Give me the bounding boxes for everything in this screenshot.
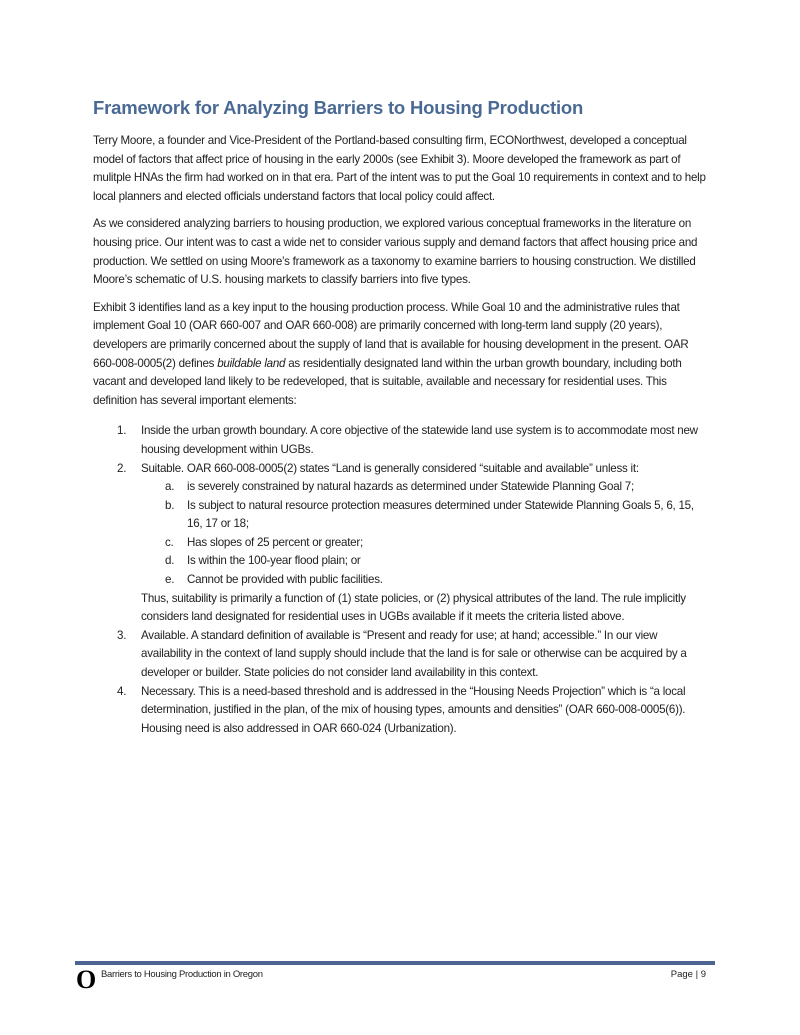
sub-list-item: [93, 552, 709, 571]
section-heading: Framework for Analyzing Barriers to Housing Production: [93, 97, 584, 118]
list-text: Suitable. OAR 660-008-0005(2) states “Land is generally considered “suitable and available” unless it:: [141, 461, 639, 475]
paragraph-text: as residentially designated land within the urban growth boundary, including both vacant and developed land likely to be redeveloped, that is suitable, available and necessary for residential uses. This definition has several important elements:: [93, 356, 682, 407]
list-number: 2.: [117, 461, 127, 475]
list-letter: b.: [165, 498, 175, 512]
list-number: 4.: [117, 684, 127, 698]
list-item: [93, 422, 709, 459]
list-text: Necessary. This is a need-based threshold and is addressed in the “Housing Needs Projection” which is “a local determination, justified in the plan, of the mix of housing types, amounts and densities” (OAR 660-008-0005(6)). Housing need is also addressed in OAR 660-024 (Urbanization).: [141, 684, 686, 735]
page-number: Page | 9: [670, 969, 706, 980]
list-letter: e.: [165, 573, 175, 587]
list-letter: d.: [165, 554, 175, 568]
list-text: Cannot be provided with public facilities.: [187, 573, 383, 587]
list-text: Is subject to natural resource protection measures determined under Statewide Planning Goals 5, 6, 15, 16, 17 or 18;: [187, 498, 694, 531]
paragraph: Terry Moore, a founder and Vice-President of the Portland-based consulting firm, ECONorthwest, developed a conceptual model of factors that affect price of housing in the early 2000s (see Exhibit 3). Moore developed the framework as part of mulitple HNAs the firm had worked on in that era. Part of the intent was to put the Goal 10 requirements in context and to help local planners and elected officials understand factors that local policy could affect.: [93, 134, 706, 203]
footer-rule: [75, 961, 715, 965]
list-followup-text: Thus, suitability is primarily a function of (1) state policies, or (2) physical attributes of the land. The rule implicitly considers land designated for residential uses in UGBs available if it meets the criteria listed above.: [141, 591, 686, 624]
list-item: [93, 627, 709, 683]
list-text: Available. A standard definition of available is “Present and ready for use; at hand; accessible.” In our view availability in the context of land supply should include that the land is for sale or otherwise can be acquired by a developer or builder. State policies do not consider land availability in this context.: [141, 628, 687, 680]
list-item: [93, 683, 709, 739]
sub-list-item: [93, 478, 709, 497]
paragraph: As we considered analyzing barriers to housing production, we explored various conceptual frameworks in the literature on housing price. Our intent was to cast a wide net to consider various supply and demand factors that affect housing price and production. We settled on using Moore’s framework as a taxonomy to examine barriers to housing construction. We distilled Moore’s schematic of U.S. housing markets to classify barriers into five types.: [93, 217, 698, 287]
paragraph: [93, 299, 709, 411]
numbered-list: [93, 422, 709, 738]
list-item: [93, 460, 709, 479]
list-letter: c.: [165, 535, 174, 549]
defined-term: buildable land: [217, 356, 286, 370]
paragraph-text: Exhibit 3 identifies land as a key input to the housing production process. While Goal 10 and the administrative rules that implement Goal 10 (OAR 660-007 and OAR 660-008) are primarily concerned with long-term land supply (20 years), developers are primarily concerned about the supply of land that is available for housing development in the present. OAR 660-008-0005(2) defines: [93, 300, 689, 370]
sub-list-item: [93, 534, 709, 553]
footer-document-title: Barriers to Housing Production in Oregon: [101, 969, 263, 980]
list-letter: a.: [165, 480, 175, 494]
list-text: is severely constrained by natural hazards as determined under Statewide Planning Goal 7;: [187, 480, 634, 494]
sub-list-item: [93, 571, 709, 590]
sub-list-item: [93, 497, 709, 534]
list-number: 3.: [117, 628, 127, 642]
list-text: Is within the 100-year flood plain; or: [187, 554, 361, 568]
page-body: [93, 96, 709, 738]
list-text: Has slopes of 25 percent or greater;: [187, 535, 363, 549]
oregon-logo-icon: O: [76, 965, 97, 994]
list-text: Inside the urban growth boundary. A core objective of the statewide land use system is to accommodate most new housing development within UGBs.: [141, 424, 698, 456]
list-number: 1.: [117, 424, 127, 438]
